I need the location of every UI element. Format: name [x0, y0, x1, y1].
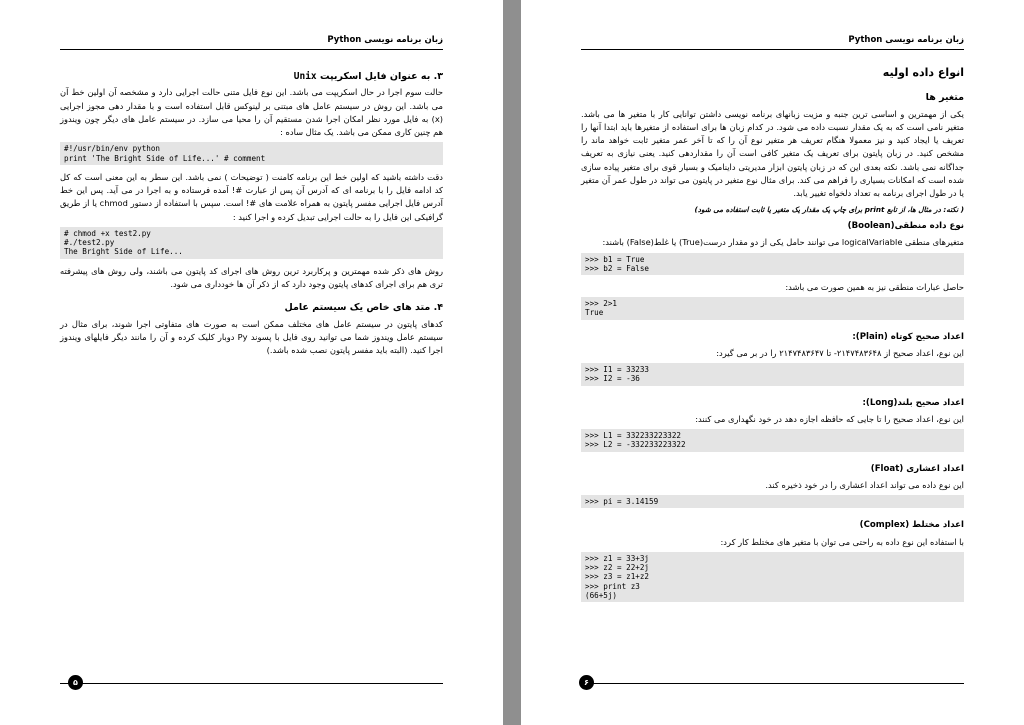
paragraph: با استفاده این نوع داده به راحتی می توان با متغیر های مختلط کار کرد: [720, 536, 964, 547]
paragraph: متغیرهای منطقی logicalVariable می توانند حامل یکی از دو مقدار درست(True) یا غلط(False) باشند: [602, 237, 964, 248]
code-block: >>> 2>1 True [581, 297, 964, 319]
page-content [581, 60, 964, 608]
left-page [0, 0, 503, 725]
page-number: ۶ [579, 675, 594, 690]
section-title: ۳. به عنوان فایل اسکریپت [319, 71, 443, 82]
section-title: نوع داده منطقی(Boolean) [847, 220, 964, 231]
section-title: اعداد صحیح بلند(Long): [862, 397, 964, 408]
page-header: زبان برنامه نویسی Python [581, 33, 964, 50]
paragraph: این نوع داده می تواند اعداد اعشاری را در خود ذخیره کند. [765, 479, 964, 490]
page-number: ۵ [68, 675, 83, 690]
paragraph: حالت سوم اجرا در حال اسکریپت می باشد. این نوع فایل متنی حالت اجرایی دارد و مشخصه آن اولین خط آن می باشد. این روش در سیستم عامل های مبتنی بر لینوکس قابل استفاده است و با مقدار دهی مجوز اجرایی (x) به فایل مورد نظر امکان اجرا شدن مستقیم آن را محیا می سازد. در سیستم عامل های دیگر چون ویندوز هم چنین کاری ممکن می باشد. یک مثال ساده : [60, 87, 443, 138]
page-content [60, 60, 443, 359]
section-title: اعداد مختلط (Complex) [859, 520, 964, 531]
section-title-code: Unix [293, 71, 317, 82]
paragraph: این نوع، اعداد صحیح را تا جایی که حافظه اجازه دهد در خود نگهداری می کنند: [695, 413, 964, 424]
section-title: اعداد اعشاری (Float) [870, 463, 964, 474]
code-block: >>> I1 = 33233 >>> I2 = -36 [581, 363, 964, 385]
paragraph: حاصل عبارات منطقی نیز به همین صورت می باشد: [785, 281, 964, 292]
code-block: >>> b1 = True >>> b2 = False [581, 253, 964, 275]
right-page [521, 0, 1024, 725]
section-title: اعداد صحیح کوتاه (Plain): [852, 331, 964, 342]
code-block: >>> z1 = 33+3j >>> z2 = 22+2j >>> z3 = z1+z2 >>> print z3 (66+5j) [581, 552, 964, 602]
paragraph: کدهای پایتون در سیستم عامل های مختلف ممکن است به صورت های متفاوتی اجرا شوند، برای مثال در سیستم عامل ویندوز شما می توانید روی فایل با پسوند Py دوبار کلیک کرده و آن را مانند دیگر فایلهای ویندوز اجرا کنید. (البته باید مفسر پایتون نصب شده باشد.) [60, 318, 443, 356]
note: ( نکته: در مثال ها، از تابع print برای چاپ یک مقدار یک متغیر یا ثابت استفاده می شود) [694, 204, 964, 214]
code-block: >>> pi = 3.14159 [581, 495, 964, 508]
paragraph: روش های ذکر شده مهمترین و پرکاربرد ترین روش های اجرای کد پایتون می باشند، ولی روش های پیشرفته تری هم برای اجرای کدهای پایتون وجود دارد که از ذکر آن ها خودداری می شود. [60, 265, 443, 289]
page-header: زبان برنامه نویسی Python [60, 33, 443, 50]
section-title: متغیر ها [925, 92, 964, 104]
paragraph: این نوع، اعداد صحیح از ۲۱۴۷۴۸۳۶۴۸- تا ۲۱۴۷۴۸۳۶۴۷ را در بر می گیرد: [716, 347, 964, 358]
chapter-title: انواع داده اولیه [882, 66, 964, 79]
paragraph: یکی از مهمترین و اساسی ترین جنبه و مزیت زبانهای برنامه نویسی داشتن توانایی کار با متغیر ها می باشد. متغیر نامی است که به یک مقدار نسبت داده می شود. در کدام زبان ها برای استفاده از متغیرها باید ابتدا آنها را تعریف یا ایجاد کنید و نیز معمولا هنگام تعریف هر متغیر نوع آن را که تا آخر عمر متغیر ثابت خواهد ماند را مشخص کنید. در زبان پایتون برای تعریف یک متغیر کافی است آن را مقداردهی کنید. یعنی نیازی به تعریف جداگانه نمی باشد. نکته بعدی این که در زبان پایتون ابزار مدیریتی داینامیک و بسیار قوی برای متغیر پیاده سازی شده است که امکانات بسیاری را فراهم می کند. برای مثال نوع متغیر در پایتون می تواند در طول عمر آن متغیر یا در طول اجرای برنامه به تعداد دلخواه تغییر یابد. [581, 108, 964, 199]
footer-rule [581, 683, 964, 684]
footer-rule [60, 683, 443, 684]
section-heading [60, 70, 443, 83]
paragraph: دقت داشته باشید که اولین خط این برنامه کامنت ( توضیحات ) نمی باشد. این سطر به این معنی است که کل کد ادامه فایل را با برنامه ای که آدرس آن پس از عبارت #! آمده فرستاده و به اجرا در می آید. پس این خط آدرس فایل اجرایی مفسر پایتون به همراه علامت های #! است. سپس با استفاده از دستور chmod یا از طریق گرافیکی این فایل را به حالت اجرایی تبدیل کرده و اجرا کنید : [60, 171, 443, 222]
code-block: #!/usr/bin/env python print 'The Bright Side of Life...' # comment [60, 142, 443, 164]
code-block: >>> L1 = 332233223322 >>> L2 = -332233223322 [581, 429, 964, 451]
section-title: ۴. متد های خاص یک سیستم عامل [284, 302, 443, 314]
code-block: # chmod +x test2.py #./test2.py The Bright Side of Life... [60, 227, 443, 259]
